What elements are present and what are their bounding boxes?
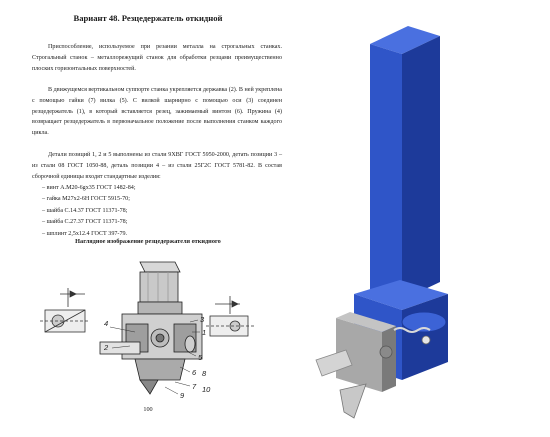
page-title: Вариант 48. Резцедержатель откидной [73,13,223,23]
page-number: 100 [143,406,153,413]
holder-side [382,326,396,392]
list-item: – шайба С.27.37 ГОСТ 11371-78; [42,219,128,226]
detail-view-right [206,296,254,336]
callout-3: 3 [200,315,205,324]
standard-items-list [42,183,282,240]
list-item: – шайба С.14.37 ГОСТ 11371-78; [42,207,128,214]
paragraph-2: В движущемся вертикальном суппорте станка укрепляется державка (2). В ней укреплена с помощью гайки (7) вилка (5). С вилкой шарнирно с помощью оси (3) соединен резцедержатель (1), в который вставляется резец, зажимаемый винтом (6). Пружина (4) возвращает резцедержатель в первоначальное положение после выполнения станком каждого цикла. [32,87,282,137]
list-item: – винт А.М20-6gх35 ГОСТ 1482-84; [42,185,136,191]
tool-cutter [340,384,366,418]
callout-2: 2 [104,343,109,352]
callout-1: 1 [202,328,207,337]
paragraph-3: Детали позиций 1, 2 и 5 выполнены из стали 9ХВГ ГОСТ 5950-2000, детать позиции 3 – из стали 08 ГОСТ 1050-88, деталь позиции 4 – из стали 25Г2С ГОСТ 5781-82. В состав сборочной единицы входят стандартные изделия: [32,152,282,180]
cotter-pin [422,336,430,344]
callout-7: 7 [192,382,197,391]
callout-5: 5 [198,353,203,362]
column-front-face [370,44,402,300]
list-item: – гайка М27х2-6Н ГОСТ 5915-70; [42,196,130,203]
callout-4: 4 [104,319,109,328]
assembly-drawing [40,252,255,402]
callout-10: 10 [202,385,211,394]
figure-caption: Наглядное изображение резцедержателя откидного [75,238,221,245]
paragraph-1: Приспособление, используемое при резании металла на строгальных станках. Строгальный станок – металлорежущий станок для обработки резцами преимущественно плоских горизонтальных поверхностей. [32,44,282,72]
list-item: – шплинт 2,5х12.4 ГОСТ 397-79. [42,230,128,237]
callout-9: 9 [180,391,185,400]
callout-6: 6 [192,368,197,377]
column-side-face [402,36,440,300]
tool-holder-3d-model [296,0,550,437]
callout-8: 8 [202,369,207,378]
clamp-screw [380,346,392,358]
detail-view-left [40,288,90,332]
